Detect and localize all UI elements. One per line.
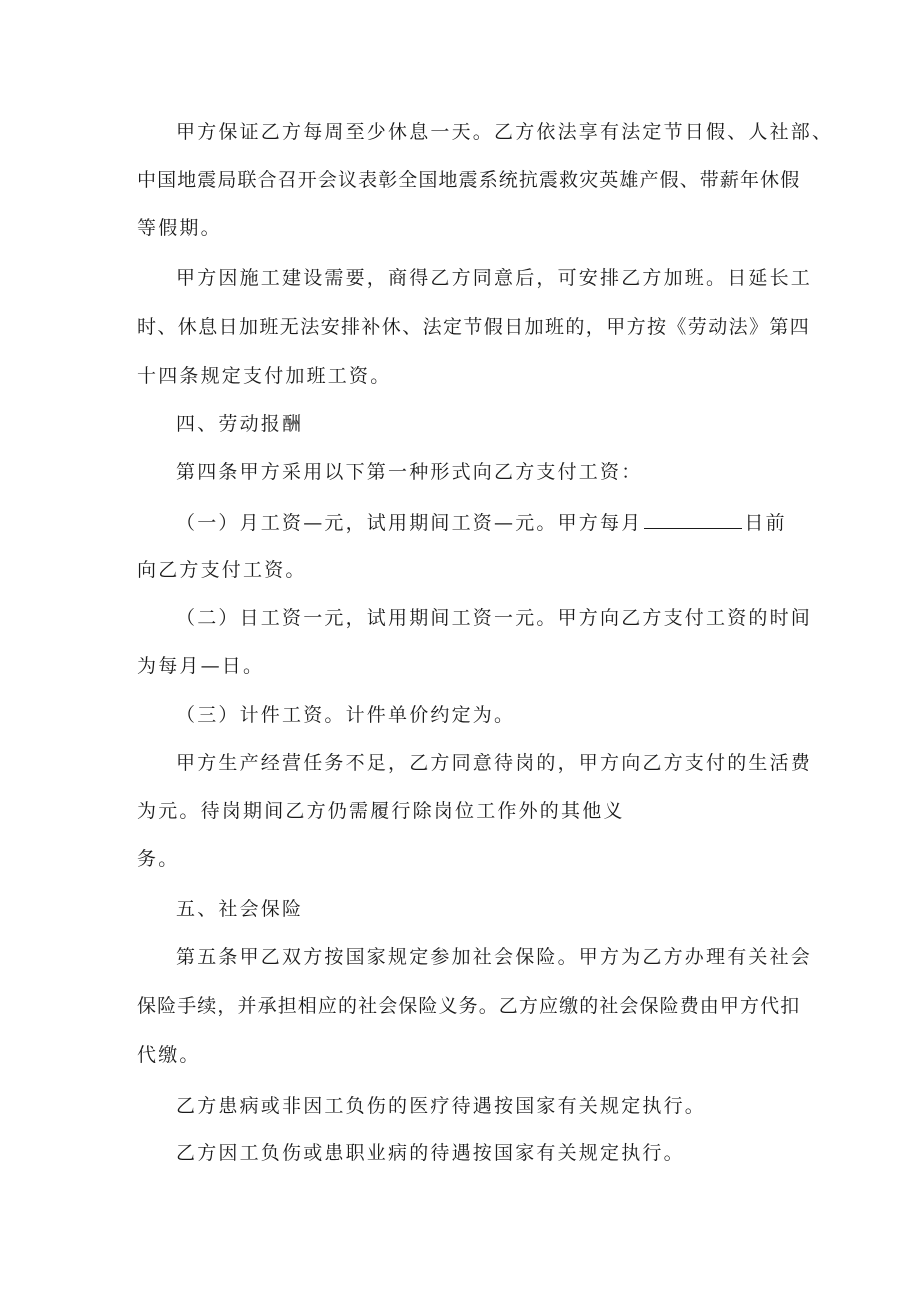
paragraph-line: 十四条规定支付加班工资。 [137,365,392,387]
paragraph-line: 甲方生产经营任务不足，乙方同意待岗的，甲方向乙方支付的生活费 [176,752,813,774]
section-heading: 五、社会保险 [176,898,304,920]
wage-option-monthly-suffix: 日前 [744,512,787,534]
paragraph-line: 时、休息日加班无法安排补休、法定节假日加班的，甲方按《劳动法》第四 [137,316,811,338]
paragraph-line: 务。 [137,848,180,870]
paragraph-line: （二）日工资一元，试用期间工资一元。甲方向乙方支付工资的时间 [176,607,813,629]
paragraph-line: 第五条甲乙双方按国家规定参加社会保险。甲方为乙方办理有关社会 [176,946,813,968]
wage-option-monthly: （一）月工资—元，试用期间工资—元。甲方每月 [176,512,643,534]
paragraph-line [176,510,787,535]
paragraph-line: 乙方因工负伤或患职业病的待遇按国家有关规定执行。 [176,1142,685,1164]
fill-in-blank[interactable] [644,510,742,529]
paragraph-line: 为每月—日。 [137,655,265,677]
paragraph-line: 向乙方支付工资。 [137,559,307,581]
paragraph-line: （三）计件工资。计件单价约定为。 [176,704,516,726]
paragraph-line: 第四条甲方采用以下第一种形式向乙方支付工资： [176,461,643,483]
paragraph-line: 中国地震局联合召开会议表彰全国地震系统抗震救灾英雄产假、带薪年休假 [137,169,801,191]
paragraph-line: 等假期。 [137,217,222,239]
paragraph-line: 乙方患病或非因工负伤的医疗待遇按国家有关规定执行。 [176,1095,707,1117]
paragraph-line: 保险手续，并承担相应的社会保险义务。乙方应缴的社会保险费由甲方代扣 [137,995,801,1017]
paragraph-line: 代缴。 [137,1044,201,1066]
section-heading: 四、劳动报酬 [176,413,304,435]
paragraph-line: 为元。待岗期间乙方仍需履行除岗位工作外的其他义 [137,800,625,822]
paragraph-line: 甲方因施工建设需要，商得乙方同意后，可安排乙方加班。日延长工 [176,267,813,289]
paragraph-line: 甲方保证乙方每周至少休息一天。乙方依法享有法定节日假、人社部、 [176,121,834,143]
